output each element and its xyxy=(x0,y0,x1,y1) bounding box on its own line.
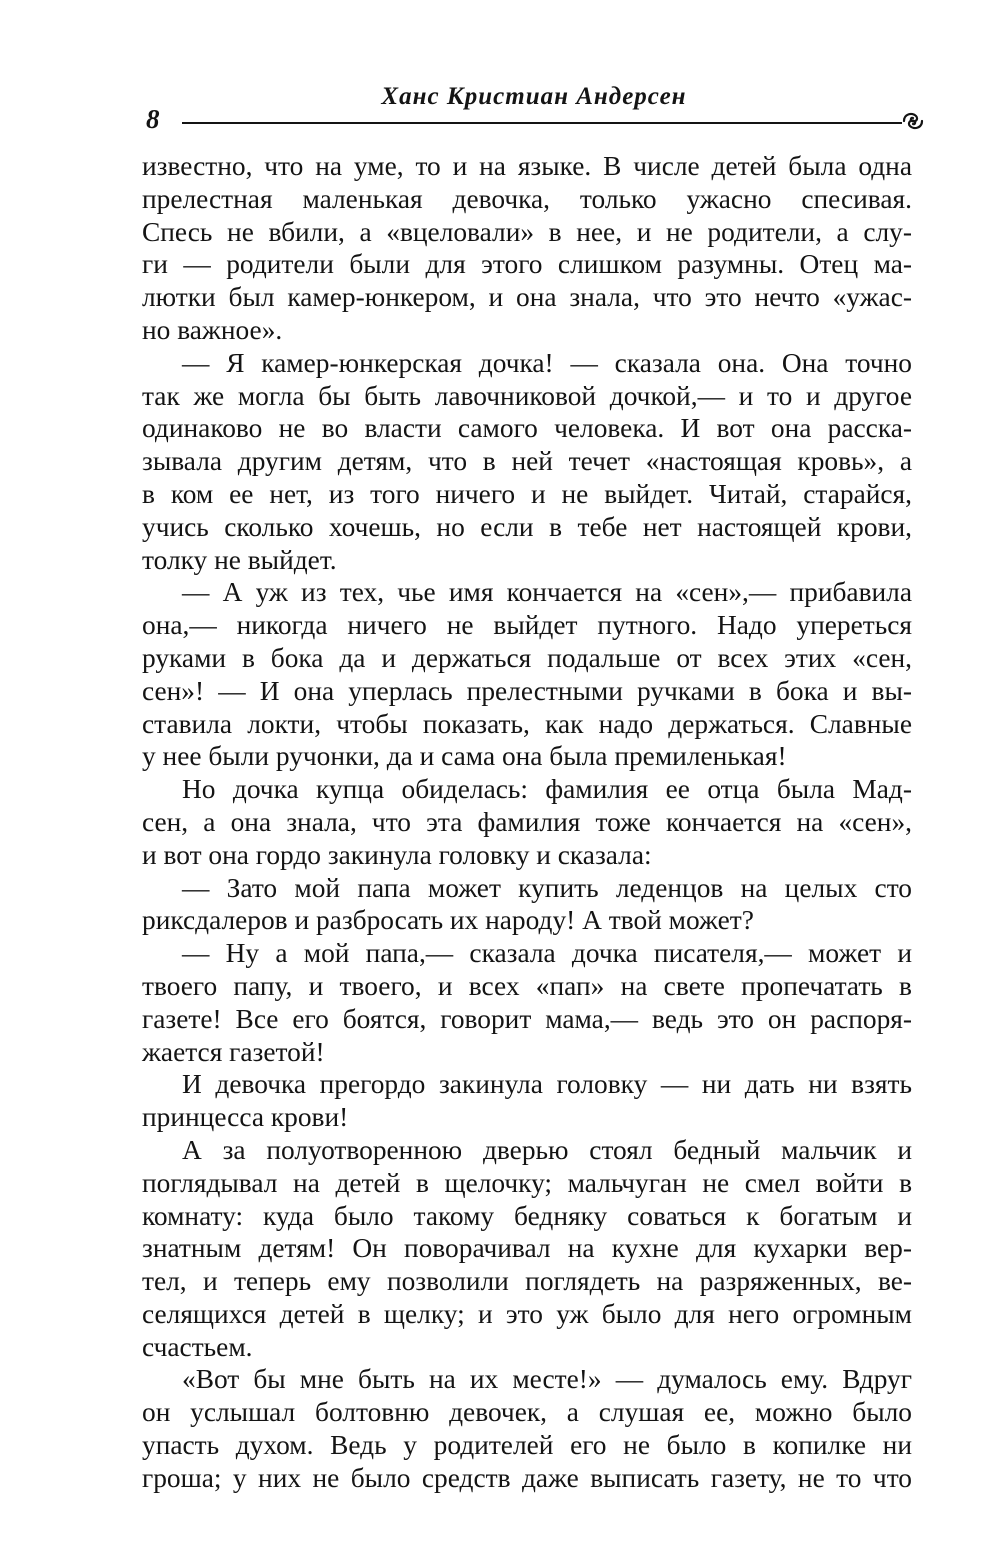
paragraph xyxy=(142,1068,912,1134)
text-line: одинаково не во власти самого человека. И вот она расска- xyxy=(142,413,912,444)
text-line: жается газетой! xyxy=(142,1036,325,1067)
text-line: А за полуотворенною дверью стоял бедный мальчик и xyxy=(182,1134,912,1165)
text-line: руками в бока да и держаться подальше от всех этих «сен, xyxy=(142,642,912,673)
paragraph xyxy=(142,347,912,577)
text-line: так же могла бы быть лавочниковой дочкой,— и то и другое xyxy=(142,380,912,411)
body-text xyxy=(142,150,912,1495)
paragraph xyxy=(142,1363,912,1494)
text-line: прелестная маленькая девочка, только ужасно спесивая. xyxy=(142,183,912,214)
text-line: она,— никогда ничего не выйдет путного. Надо упереться xyxy=(142,610,912,641)
text-line: зывала другим детям, что в ней течет «настоящая кровь», а xyxy=(142,446,912,477)
text-line: сен, а она знала, что эта фамилия тоже кончается на «сен», xyxy=(142,806,912,837)
text-line: упасть духом. Ведь у родителей его не было в копилке ни xyxy=(142,1430,912,1461)
text-line: принцесса крови! xyxy=(142,1102,349,1133)
text-line: «Вот бы мне быть на их месте!» — думалось ему. Вдруг xyxy=(182,1364,912,1395)
text-line: — Зато мой папа может купить леденцов на целых сто xyxy=(182,872,912,903)
text-line: твоего папу, и твоего, и всех «пап» на свете пропечатать в xyxy=(142,970,912,1001)
text-line: тел, и теперь ему позволили поглядеть на разряженных, ве- xyxy=(142,1266,912,1297)
text-line: — А уж из тех, чье имя кончается на «сен»,— прибавила xyxy=(182,577,912,608)
paragraph xyxy=(142,773,912,871)
paragraph xyxy=(142,576,912,773)
text-line: селящихся детей в щелку; и это уж было для него огромным xyxy=(142,1298,912,1329)
text-line: риксдалеров и разбросать их народу! А твой может? xyxy=(142,905,754,936)
text-line: счастьем. xyxy=(142,1331,253,1362)
text-line: известно, что на уме, то и на языке. В числе детей была одна xyxy=(142,151,912,181)
paragraph xyxy=(142,150,912,347)
text-line: знатным детям! Он поворачивал на кухне для кухарки вер- xyxy=(142,1233,912,1264)
paragraph xyxy=(142,937,912,1068)
text-line: ставила локти, чтобы показать, как надо держаться. Славные xyxy=(142,708,912,739)
text-line: — Я камер-юнкерская дочка! — сказала она. Она точно xyxy=(182,347,912,378)
paragraph xyxy=(142,1134,912,1364)
text-line: комнату: куда было такому бедняку соваться к богатым и xyxy=(142,1200,912,1231)
text-line: Спесь не вбили, а «вцеловали» в нее, и не родители, а слу- xyxy=(142,216,912,247)
page-header xyxy=(142,82,926,132)
text-line: — Ну а мой папа,— сказала дочка писателя,— может и xyxy=(182,938,912,969)
text-line: И девочка прегордо закинула головку — ни дать ни взять xyxy=(182,1069,912,1100)
text-line: лютки был камер-юнкером, и она знала, что это нечто «ужас- xyxy=(142,282,912,313)
running-title: Ханс Кристиан Андерсен xyxy=(381,83,687,110)
text-line: у нее были ручонки, да и сама она была премиленькая! xyxy=(142,741,787,772)
text-line: ги — родители были для этого слишком разумны. Отец ма- xyxy=(142,249,912,280)
text-line: гроша; у них не было средств даже выписать газету, не то что xyxy=(142,1462,912,1493)
text-line: Но дочка купца обиделась: фамилия ее отца была Мад- xyxy=(182,774,912,805)
text-line: но важное». xyxy=(142,314,283,345)
text-line: поглядывал на детей в щелочку; мальчуган не смел войти в xyxy=(142,1167,912,1198)
paragraph xyxy=(142,872,912,938)
text-line: он услышал болтовню девочек, а слушая ее, можно было xyxy=(142,1397,912,1428)
text-line: газете! Все его боятся, говорит мама,— ведь это он распоря- xyxy=(142,1003,912,1034)
text-line: в ком ее нет, из того ничего и не выйдет. Читай, старайся, xyxy=(142,478,912,509)
text-line: толку не выйдет. xyxy=(142,544,337,575)
header-rule xyxy=(182,122,902,124)
text-line: и вот она гордо закинула головку и сказала: xyxy=(142,839,652,870)
text-line: учись сколько хочешь, но если в тебе нет настоящей крови, xyxy=(142,511,912,542)
page-number: 8 xyxy=(146,104,160,134)
ornament-icon xyxy=(900,108,926,134)
text-line: сен»! — И она уперлась прелестными ручками в бока и вы- xyxy=(142,675,912,706)
